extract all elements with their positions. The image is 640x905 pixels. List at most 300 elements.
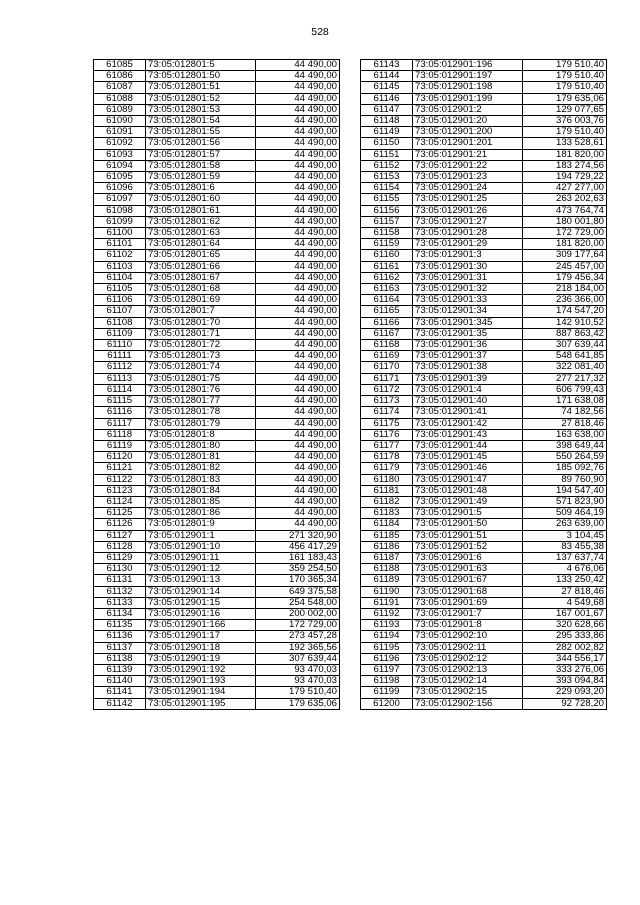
table-row bbox=[361, 104, 607, 115]
table-row bbox=[94, 452, 340, 463]
table-row bbox=[361, 440, 607, 451]
row-number-cell: 61167 bbox=[361, 328, 413, 339]
table-row bbox=[361, 586, 607, 597]
row-number-cell: 61097 bbox=[94, 194, 146, 205]
cadastral-number-cell: 73:05:012901:197 bbox=[413, 71, 523, 82]
row-number-cell: 61196 bbox=[361, 653, 413, 664]
row-number-cell: 61186 bbox=[361, 541, 413, 552]
cadastral-number-cell: 73:05:012901:25 bbox=[413, 194, 523, 205]
cadastral-number-cell: 73:05:012801:70 bbox=[146, 317, 256, 328]
table-row bbox=[94, 653, 340, 664]
row-number-cell: 61096 bbox=[94, 183, 146, 194]
value-cell: 92 728,20 bbox=[523, 698, 607, 709]
cadastral-number-cell: 73:05:012901:193 bbox=[146, 676, 256, 687]
cadastral-number-cell: 73:05:012901:35 bbox=[413, 328, 523, 339]
table-row bbox=[361, 508, 607, 519]
row-number-cell: 61162 bbox=[361, 272, 413, 283]
table-row bbox=[94, 474, 340, 485]
row-number-cell: 61152 bbox=[361, 160, 413, 171]
value-cell: 44 490,00 bbox=[256, 104, 340, 115]
cadastral-number-cell: 73:05:012901:51 bbox=[413, 530, 523, 541]
cadastral-number-cell: 73:05:012801:73 bbox=[146, 351, 256, 362]
value-cell: 44 490,00 bbox=[256, 183, 340, 194]
value-cell: 218 184,00 bbox=[523, 284, 607, 295]
value-cell: 44 490,00 bbox=[256, 272, 340, 283]
value-cell: 245 457,00 bbox=[523, 261, 607, 272]
table-row bbox=[361, 228, 607, 239]
cadastral-number-cell: 73:05:012801:79 bbox=[146, 418, 256, 429]
cadastral-number-cell: 73:05:012902:15 bbox=[413, 687, 523, 698]
table-row bbox=[361, 452, 607, 463]
value-cell: 179 456,34 bbox=[523, 272, 607, 283]
row-number-cell: 61154 bbox=[361, 183, 413, 194]
right-table-body bbox=[361, 60, 607, 710]
cadastral-number-cell: 73:05:012801:76 bbox=[146, 384, 256, 395]
value-cell: 44 490,00 bbox=[256, 440, 340, 451]
table-row bbox=[94, 261, 340, 272]
cadastral-number-cell: 73:05:012901:49 bbox=[413, 496, 523, 507]
table-row bbox=[94, 698, 340, 709]
value-cell: 44 490,00 bbox=[256, 407, 340, 418]
value-cell: 277 217,32 bbox=[523, 373, 607, 384]
value-cell: 254 548,00 bbox=[256, 597, 340, 608]
table-row bbox=[361, 597, 607, 608]
cadastral-number-cell: 73:05:012901:8 bbox=[413, 620, 523, 631]
row-number-cell: 61099 bbox=[94, 216, 146, 227]
table-row bbox=[94, 328, 340, 339]
row-number-cell: 61145 bbox=[361, 82, 413, 93]
table-row bbox=[94, 272, 340, 283]
value-cell: 181 820,00 bbox=[523, 149, 607, 160]
table-row bbox=[94, 407, 340, 418]
table-row bbox=[94, 552, 340, 563]
table-row bbox=[94, 250, 340, 261]
value-cell: 263 639,00 bbox=[523, 519, 607, 530]
cadastral-number-cell: 73:05:012801:83 bbox=[146, 474, 256, 485]
row-number-cell: 61110 bbox=[94, 340, 146, 351]
table-row bbox=[361, 272, 607, 283]
table-row bbox=[361, 407, 607, 418]
cadastral-number-cell: 73:05:012801:71 bbox=[146, 328, 256, 339]
cadastral-number-cell: 73:05:012901:195 bbox=[146, 698, 256, 709]
row-number-cell: 61095 bbox=[94, 172, 146, 183]
row-number-cell: 61187 bbox=[361, 552, 413, 563]
table-row bbox=[361, 485, 607, 496]
cadastral-number-cell: 73:05:012801:80 bbox=[146, 440, 256, 451]
row-number-cell: 61168 bbox=[361, 340, 413, 351]
cadastral-number-cell: 73:05:012801:85 bbox=[146, 496, 256, 507]
cadastral-number-cell: 73:05:012901:4 bbox=[413, 384, 523, 395]
cadastral-number-cell: 73:05:012801:9 bbox=[146, 519, 256, 530]
row-number-cell: 61165 bbox=[361, 306, 413, 317]
row-number-cell: 61126 bbox=[94, 519, 146, 530]
value-cell: 322 081,40 bbox=[523, 362, 607, 373]
table-row bbox=[94, 575, 340, 586]
row-number-cell: 61090 bbox=[94, 116, 146, 127]
table-row bbox=[94, 362, 340, 373]
row-number-cell: 61185 bbox=[361, 530, 413, 541]
cadastral-number-cell: 73:05:012801:55 bbox=[146, 127, 256, 138]
row-number-cell: 61197 bbox=[361, 664, 413, 675]
value-cell: 44 490,00 bbox=[256, 474, 340, 485]
table-row bbox=[94, 104, 340, 115]
row-number-cell: 61100 bbox=[94, 228, 146, 239]
table-row bbox=[361, 116, 607, 127]
value-cell: 44 490,00 bbox=[256, 250, 340, 261]
cadastral-number-cell: 73:05:012801:81 bbox=[146, 452, 256, 463]
row-number-cell: 61127 bbox=[94, 530, 146, 541]
value-cell: 200 002,00 bbox=[256, 608, 340, 619]
cadastral-number-cell: 73:05:012801:63 bbox=[146, 228, 256, 239]
cadastral-number-cell: 73:05:012801:82 bbox=[146, 463, 256, 474]
table-row bbox=[94, 284, 340, 295]
cadastral-number-cell: 73:05:012901:166 bbox=[146, 620, 256, 631]
table-row bbox=[94, 373, 340, 384]
row-number-cell: 61179 bbox=[361, 463, 413, 474]
cadastral-number-cell: 73:05:012801:54 bbox=[146, 116, 256, 127]
table-row bbox=[94, 396, 340, 407]
table-row bbox=[94, 485, 340, 496]
cadastral-number-cell: 73:05:012901:14 bbox=[146, 586, 256, 597]
table-row bbox=[361, 284, 607, 295]
value-cell: 179 635,06 bbox=[256, 698, 340, 709]
cadastral-number-cell: 73:05:012801:61 bbox=[146, 205, 256, 216]
row-number-cell: 61190 bbox=[361, 586, 413, 597]
row-number-cell: 61107 bbox=[94, 306, 146, 317]
table-row bbox=[94, 116, 340, 127]
cadastral-number-cell: 73:05:012901:201 bbox=[413, 138, 523, 149]
row-number-cell: 61134 bbox=[94, 608, 146, 619]
table-row bbox=[94, 127, 340, 138]
table-row bbox=[361, 71, 607, 82]
value-cell: 179 510,40 bbox=[523, 60, 607, 71]
cadastral-number-cell: 73:05:012901:42 bbox=[413, 418, 523, 429]
cadastral-number-cell: 73:05:012801:62 bbox=[146, 216, 256, 227]
cadastral-number-cell: 73:05:012801:58 bbox=[146, 160, 256, 171]
value-cell: 282 002,82 bbox=[523, 642, 607, 653]
row-number-cell: 61155 bbox=[361, 194, 413, 205]
table-row bbox=[361, 418, 607, 429]
cadastral-number-cell: 73:05:012901:7 bbox=[413, 608, 523, 619]
row-number-cell: 61105 bbox=[94, 284, 146, 295]
table-row bbox=[94, 172, 340, 183]
value-cell: 89 760,90 bbox=[523, 474, 607, 485]
value-cell: 309 177,64 bbox=[523, 250, 607, 261]
cadastral-number-cell: 73:05:012901:32 bbox=[413, 284, 523, 295]
table-row bbox=[94, 664, 340, 675]
table-row bbox=[361, 160, 607, 171]
table-row bbox=[94, 306, 340, 317]
value-cell: 271 320,90 bbox=[256, 530, 340, 541]
row-number-cell: 61194 bbox=[361, 631, 413, 642]
table-row bbox=[94, 205, 340, 216]
table-row bbox=[94, 541, 340, 552]
table-row bbox=[94, 597, 340, 608]
cadastral-number-cell: 73:05:012901:68 bbox=[413, 586, 523, 597]
cadastral-number-cell: 73:05:012901:6 bbox=[413, 552, 523, 563]
table-row bbox=[361, 250, 607, 261]
row-number-cell: 61176 bbox=[361, 429, 413, 440]
table-row bbox=[361, 194, 607, 205]
value-cell: 129 077,65 bbox=[523, 104, 607, 115]
table-row bbox=[361, 642, 607, 653]
table-row bbox=[94, 340, 340, 351]
value-cell: 44 490,00 bbox=[256, 452, 340, 463]
row-number-cell: 61111 bbox=[94, 351, 146, 362]
row-number-cell: 61130 bbox=[94, 564, 146, 575]
value-cell: 93 470,03 bbox=[256, 664, 340, 675]
cadastral-number-cell: 73:05:012901:15 bbox=[146, 597, 256, 608]
row-number-cell: 61198 bbox=[361, 676, 413, 687]
row-number-cell: 61128 bbox=[94, 541, 146, 552]
value-cell: 44 490,00 bbox=[256, 373, 340, 384]
row-number-cell: 61112 bbox=[94, 362, 146, 373]
cadastral-number-cell: 73:05:012901:36 bbox=[413, 340, 523, 351]
row-number-cell: 61102 bbox=[94, 250, 146, 261]
value-cell: 307 639,44 bbox=[256, 653, 340, 664]
page-number: 528 bbox=[311, 26, 329, 38]
row-number-cell: 61159 bbox=[361, 239, 413, 250]
table-row bbox=[94, 216, 340, 227]
value-cell: 133 250,42 bbox=[523, 575, 607, 586]
row-number-cell: 61177 bbox=[361, 440, 413, 451]
value-cell: 179 510,40 bbox=[256, 687, 340, 698]
row-number-cell: 61149 bbox=[361, 127, 413, 138]
value-cell: 887 863,42 bbox=[523, 328, 607, 339]
cadastral-number-cell: 73:05:012901:10 bbox=[146, 541, 256, 552]
row-number-cell: 61138 bbox=[94, 653, 146, 664]
row-number-cell: 61199 bbox=[361, 687, 413, 698]
value-cell: 4 549,68 bbox=[523, 597, 607, 608]
value-cell: 172 729,00 bbox=[256, 620, 340, 631]
value-cell: 44 490,00 bbox=[256, 239, 340, 250]
table-row bbox=[361, 552, 607, 563]
cadastral-number-cell: 73:05:012901:50 bbox=[413, 519, 523, 530]
cadastral-number-cell: 73:05:012801:72 bbox=[146, 340, 256, 351]
row-number-cell: 61088 bbox=[94, 93, 146, 104]
value-cell: 170 365,34 bbox=[256, 575, 340, 586]
value-cell: 236 366,00 bbox=[523, 295, 607, 306]
row-number-cell: 61114 bbox=[94, 384, 146, 395]
table-row bbox=[94, 183, 340, 194]
value-cell: 44 490,00 bbox=[256, 340, 340, 351]
cadastral-number-cell: 73:05:012901:67 bbox=[413, 575, 523, 586]
value-cell: 194 547,40 bbox=[523, 485, 607, 496]
table-row bbox=[361, 575, 607, 586]
value-cell: 44 490,00 bbox=[256, 362, 340, 373]
table-row bbox=[361, 664, 607, 675]
cadastral-number-cell: 73:05:012901:31 bbox=[413, 272, 523, 283]
cadastral-number-cell: 73:05:012901:39 bbox=[413, 373, 523, 384]
value-cell: 44 490,00 bbox=[256, 485, 340, 496]
value-cell: 180 001,80 bbox=[523, 216, 607, 227]
row-number-cell: 61153 bbox=[361, 172, 413, 183]
value-cell: 344 556,17 bbox=[523, 653, 607, 664]
cadastral-number-cell: 73:05:012901:21 bbox=[413, 149, 523, 160]
row-number-cell: 61182 bbox=[361, 496, 413, 507]
value-cell: 44 490,00 bbox=[256, 496, 340, 507]
value-cell: 44 490,00 bbox=[256, 508, 340, 519]
table-row bbox=[94, 676, 340, 687]
value-cell: 44 490,00 bbox=[256, 149, 340, 160]
cadastral-number-cell: 73:05:012901:19 bbox=[146, 653, 256, 664]
cadastral-number-cell: 73:05:012901:199 bbox=[413, 93, 523, 104]
table-row bbox=[361, 239, 607, 250]
row-number-cell: 61147 bbox=[361, 104, 413, 115]
value-cell: 44 490,00 bbox=[256, 463, 340, 474]
value-cell: 44 490,00 bbox=[256, 93, 340, 104]
table-row bbox=[361, 541, 607, 552]
table-row bbox=[94, 228, 340, 239]
table-row bbox=[94, 530, 340, 541]
value-cell: 179 510,40 bbox=[523, 127, 607, 138]
cadastral-number-cell: 73:05:012901:47 bbox=[413, 474, 523, 485]
row-number-cell: 61123 bbox=[94, 485, 146, 496]
table-row bbox=[361, 93, 607, 104]
cadastral-number-cell: 73:05:012801:56 bbox=[146, 138, 256, 149]
row-number-cell: 61183 bbox=[361, 508, 413, 519]
row-number-cell: 61173 bbox=[361, 396, 413, 407]
row-number-cell: 61131 bbox=[94, 575, 146, 586]
value-cell: 44 490,00 bbox=[256, 138, 340, 149]
table-row bbox=[361, 82, 607, 93]
row-number-cell: 61135 bbox=[94, 620, 146, 631]
value-cell: 427 277,00 bbox=[523, 183, 607, 194]
cadastral-number-cell: 73:05:012901:44 bbox=[413, 440, 523, 451]
row-number-cell: 61175 bbox=[361, 418, 413, 429]
value-cell: 456 417,29 bbox=[256, 541, 340, 552]
cadastral-number-cell: 73:05:012901:23 bbox=[413, 172, 523, 183]
cadastral-number-cell: 73:05:012901:11 bbox=[146, 552, 256, 563]
row-number-cell: 61117 bbox=[94, 418, 146, 429]
row-number-cell: 61170 bbox=[361, 362, 413, 373]
value-cell: 194 729,22 bbox=[523, 172, 607, 183]
left-register-table bbox=[93, 59, 340, 710]
value-cell: 44 490,00 bbox=[256, 60, 340, 71]
value-cell: 44 490,00 bbox=[256, 396, 340, 407]
cadastral-number-cell: 73:05:012801:6 bbox=[146, 183, 256, 194]
cadastral-number-cell: 73:05:012901:22 bbox=[413, 160, 523, 171]
row-number-cell: 61191 bbox=[361, 597, 413, 608]
table-row bbox=[94, 564, 340, 575]
cadastral-number-cell: 73:05:012801:57 bbox=[146, 149, 256, 160]
table-row bbox=[361, 362, 607, 373]
row-number-cell: 61146 bbox=[361, 93, 413, 104]
row-number-cell: 61164 bbox=[361, 295, 413, 306]
row-number-cell: 61115 bbox=[94, 396, 146, 407]
value-cell: 44 490,00 bbox=[256, 228, 340, 239]
table-row bbox=[94, 71, 340, 82]
cadastral-number-cell: 73:05:012801:75 bbox=[146, 373, 256, 384]
row-number-cell: 61172 bbox=[361, 384, 413, 395]
row-number-cell: 61188 bbox=[361, 564, 413, 575]
cadastral-number-cell: 73:05:012801:64 bbox=[146, 239, 256, 250]
table-row bbox=[361, 463, 607, 474]
table-row bbox=[361, 396, 607, 407]
cadastral-number-cell: 73:05:012801:66 bbox=[146, 261, 256, 272]
row-number-cell: 61137 bbox=[94, 642, 146, 653]
cadastral-number-cell: 73:05:012901:18 bbox=[146, 642, 256, 653]
row-number-cell: 61125 bbox=[94, 508, 146, 519]
table-row bbox=[94, 160, 340, 171]
table-row bbox=[94, 384, 340, 395]
table-row bbox=[361, 60, 607, 71]
value-cell: 3 104,45 bbox=[523, 530, 607, 541]
table-row bbox=[94, 93, 340, 104]
value-cell: 649 375,58 bbox=[256, 586, 340, 597]
cadastral-number-cell: 73:05:012901:69 bbox=[413, 597, 523, 608]
value-cell: 171 638,08 bbox=[523, 396, 607, 407]
table-row bbox=[94, 496, 340, 507]
row-number-cell: 61156 bbox=[361, 205, 413, 216]
value-cell: 133 528,61 bbox=[523, 138, 607, 149]
table-row bbox=[94, 194, 340, 205]
table-row bbox=[361, 530, 607, 541]
cadastral-number-cell: 73:05:012901:29 bbox=[413, 239, 523, 250]
row-number-cell: 61085 bbox=[94, 60, 146, 71]
value-cell: 44 490,00 bbox=[256, 71, 340, 82]
table-row bbox=[361, 138, 607, 149]
value-cell: 44 490,00 bbox=[256, 306, 340, 317]
table-row bbox=[361, 261, 607, 272]
row-number-cell: 61094 bbox=[94, 160, 146, 171]
row-number-cell: 61166 bbox=[361, 317, 413, 328]
cadastral-number-cell: 73:05:012901:16 bbox=[146, 608, 256, 619]
value-cell: 44 490,00 bbox=[256, 328, 340, 339]
value-cell: 606 799,43 bbox=[523, 384, 607, 395]
table-row bbox=[361, 317, 607, 328]
value-cell: 44 490,00 bbox=[256, 205, 340, 216]
table-row bbox=[361, 295, 607, 306]
cadastral-number-cell: 73:05:012902:13 bbox=[413, 664, 523, 675]
value-cell: 550 264,59 bbox=[523, 452, 607, 463]
row-number-cell: 61092 bbox=[94, 138, 146, 149]
value-cell: 359 254,50 bbox=[256, 564, 340, 575]
cadastral-number-cell: 73:05:012801:52 bbox=[146, 93, 256, 104]
value-cell: 320 628,66 bbox=[523, 620, 607, 631]
row-number-cell: 61157 bbox=[361, 216, 413, 227]
table-row bbox=[94, 440, 340, 451]
table-row bbox=[94, 138, 340, 149]
table-row bbox=[361, 519, 607, 530]
row-number-cell: 61122 bbox=[94, 474, 146, 485]
row-number-cell: 61195 bbox=[361, 642, 413, 653]
value-cell: 44 490,00 bbox=[256, 351, 340, 362]
row-number-cell: 61087 bbox=[94, 82, 146, 93]
value-cell: 44 490,00 bbox=[256, 216, 340, 227]
cadastral-number-cell: 73:05:012901:1 bbox=[146, 530, 256, 541]
cadastral-number-cell: 73:05:012901:33 bbox=[413, 295, 523, 306]
table-row bbox=[94, 429, 340, 440]
cadastral-number-cell: 73:05:012801:65 bbox=[146, 250, 256, 261]
table-row bbox=[361, 496, 607, 507]
table-row bbox=[94, 418, 340, 429]
cadastral-number-cell: 73:05:012901:20 bbox=[413, 116, 523, 127]
cadastral-number-cell: 73:05:012901:345 bbox=[413, 317, 523, 328]
value-cell: 44 490,00 bbox=[256, 284, 340, 295]
table-row bbox=[361, 698, 607, 709]
row-number-cell: 61180 bbox=[361, 474, 413, 485]
row-number-cell: 61098 bbox=[94, 205, 146, 216]
cadastral-number-cell: 73:05:012901:45 bbox=[413, 452, 523, 463]
cadastral-number-cell: 73:05:012901:34 bbox=[413, 306, 523, 317]
row-number-cell: 61158 bbox=[361, 228, 413, 239]
table-row bbox=[361, 608, 607, 619]
cadastral-number-cell: 73:05:012901:46 bbox=[413, 463, 523, 474]
table-row bbox=[361, 216, 607, 227]
table-row bbox=[94, 631, 340, 642]
table-row bbox=[94, 317, 340, 328]
